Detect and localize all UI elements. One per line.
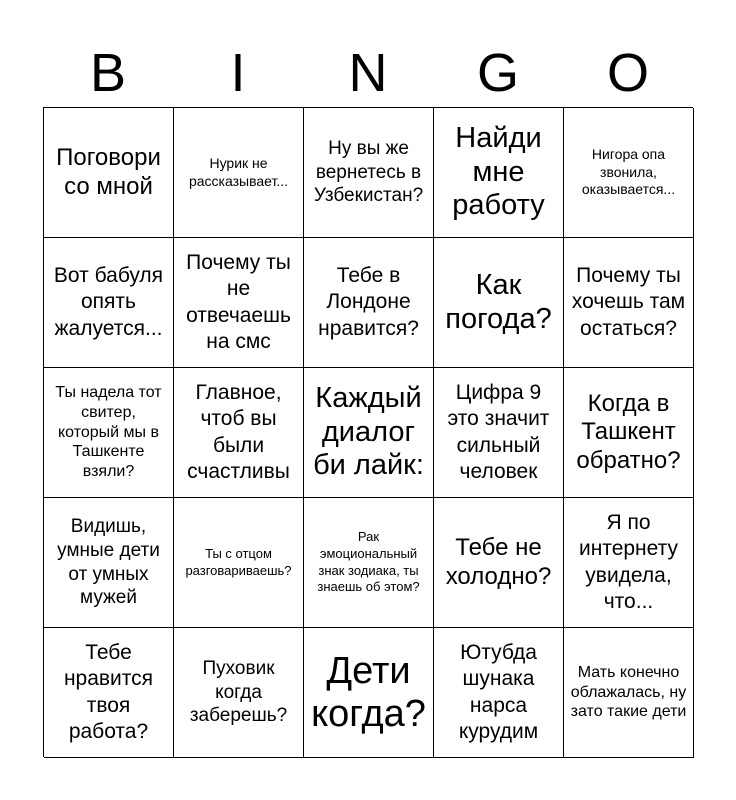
bingo-cell[interactable]: Видишь, умные дети от умных мужей bbox=[44, 498, 174, 628]
bingo-cell[interactable]: Цифра 9 это значит сильный человек bbox=[434, 368, 564, 498]
header-letter-b: B bbox=[89, 43, 127, 103]
bingo-cell[interactable]: Главное, чтоб вы были счастливы bbox=[174, 368, 304, 498]
bingo-cell[interactable]: Поговори со мной bbox=[44, 108, 174, 238]
bingo-cell[interactable]: Каждый диалог би лайк: bbox=[304, 368, 434, 498]
bingo-cell[interactable]: Как погода? bbox=[434, 238, 564, 368]
bingo-cell[interactable]: Тебе не холодно? bbox=[434, 498, 564, 628]
bingo-cell[interactable]: Ну вы же вернетесь в Узбекистан? bbox=[304, 108, 434, 238]
bingo-header bbox=[43, 40, 693, 106]
bingo-cell[interactable]: Мать конечно облажалась, ну зато такие дети bbox=[564, 628, 694, 758]
bingo-cell[interactable]: Я по интернету увидела, что... bbox=[564, 498, 694, 628]
bingo-cell[interactable]: Когда в Ташкент обратно? bbox=[564, 368, 694, 498]
header-letter-g: G bbox=[476, 43, 519, 103]
bingo-grid bbox=[43, 107, 693, 757]
bingo-cell[interactable]: Нурик не рассказывает... bbox=[174, 108, 304, 238]
header-letter-o: O bbox=[606, 43, 649, 103]
bingo-cell[interactable]: Почему ты хочешь там остаться? bbox=[564, 238, 694, 368]
bingo-cell[interactable]: Рак эмоциональный знак зодиака, ты знаешь об этом? bbox=[304, 498, 434, 628]
bingo-cell[interactable]: Вот бабуля опять жалуется... bbox=[44, 238, 174, 368]
bingo-cell[interactable]: Пуховик когда заберешь? bbox=[174, 628, 304, 758]
bingo-cell[interactable]: Ты с отцом разговариваешь? bbox=[174, 498, 304, 628]
bingo-cell[interactable]: Тебе нравится твоя работа? bbox=[44, 628, 174, 758]
bingo-cell[interactable]: Ютубда шунака нарса курудим bbox=[434, 628, 564, 758]
bingo-cell[interactable]: Дети когда? bbox=[304, 628, 434, 758]
header-letter-n: N bbox=[348, 43, 388, 103]
bingo-cell[interactable]: Тебе в Лондоне нравится? bbox=[304, 238, 434, 368]
header-letter-i: I bbox=[230, 43, 246, 103]
bingo-cell[interactable]: Найди мне работу bbox=[434, 108, 564, 238]
bingo-cell[interactable]: Ты надела тот свитер, который мы в Ташкенте взяли? bbox=[44, 368, 174, 498]
bingo-cell[interactable]: Нигора опа звонила, оказывается... bbox=[564, 108, 694, 238]
bingo-cell[interactable]: Почему ты не отвечаешь на смс bbox=[174, 238, 304, 368]
